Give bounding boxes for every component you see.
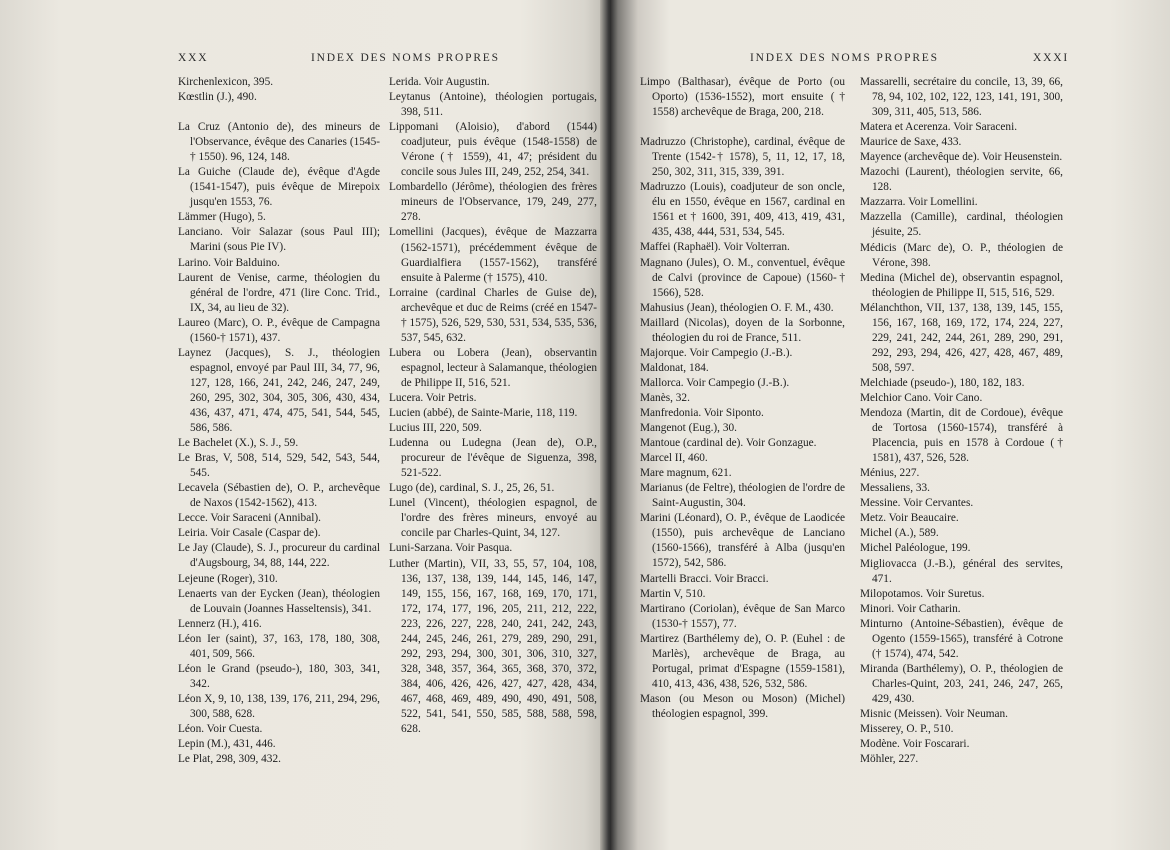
- index-entry: La Cruz (Antonio de), des mineurs de l'Observance, évêque des Canaries (1545-† 1550). 96, 124, 148.: [178, 121, 380, 164]
- index-entry: Milopotamos. Voir Suretus.: [860, 587, 985, 600]
- index-entry: Lecce. Voir Saraceni (Annibal).: [178, 512, 321, 525]
- index-entry: Mazzarra. Voir Lomellini.: [860, 196, 978, 209]
- index-entry: Martin V, 510.: [640, 587, 706, 600]
- index-entry: Léon. Voir Cuesta.: [178, 722, 263, 735]
- index-entry: Madruzzo (Christophe), cardinal, évêque de Trente (1542-† 1578), 5, 11, 12, 17, 18, 250, 302, 311, 315, 339, 391.: [640, 136, 845, 179]
- index-entry: Lejeune (Roger), 310.: [178, 572, 278, 585]
- index-entry: Messine. Voir Cervantes.: [860, 497, 974, 510]
- index-entry: Mazzella (Camille), cardinal, théologien jésuite, 25.: [860, 211, 1063, 239]
- index-entry: Lippomani (Aloisio), d'abord (1544) coadjuteur, puis évêque (1548-1558) de Vérone († 1559), 41, 47; président du concile sous Jules III, 249, 252, 254, 341.: [389, 121, 597, 179]
- index-entry: Larino. Voir Balduino.: [178, 256, 280, 269]
- index-entry: Kirchenlexicon, 395.: [178, 76, 274, 88]
- index-entry: Madruzzo (Louis), coadjuteur de son oncle, élu en 1550, évêque en 1567, cardinal en 1561 et † 1600, 391, 409, 413, 419, 431, 435, 438, 444, 531, 534, 545.: [640, 181, 845, 239]
- index-entry: Manfredonia. Voir Siponto.: [640, 406, 764, 419]
- index-entry: Migliovacca (J.-B.), général des servites, 471.: [860, 557, 1063, 585]
- index-entry: La Guiche (Claude de), évêque d'Agde (1541-1547), puis évêque de Mirepoix jusqu'en 1553, 76.: [178, 166, 380, 209]
- right-page: [610, 0, 1170, 850]
- index-entry: Lennerz (H.), 416.: [178, 617, 262, 630]
- index-entry: Leiria. Voir Casale (Caspar de).: [178, 527, 321, 540]
- index-entry: Luther (Martin), VII, 33, 55, 57, 104, 108, 136, 137, 138, 139, 144, 145, 146, 147, 149, 155, 156, 167, 168, 169, 170, 171, 172, 174, 177, 196, 205, 211, 212, 222, 223, 226, 227, 228, 240, 241, 242, 243, 244, 245, 246, 261, 279, 289, 290, 291, 292, 293, 294, 300, 301, 306, 310, 327, 328, 348, 357, 364, 365, 368, 370, 372, 384, 406, 426, 426, 427, 427, 428, 434, 467, 468, 469, 489, 490, 490, 491, 508, 522, 541, 541, 550, 585, 588, 588, 598, 628.: [389, 557, 597, 736]
- index-entry: Laureo (Marc), O. P., évêque de Campagna (1560-† 1571), 437.: [178, 316, 380, 344]
- index-entry: Lunel (Vincent), théologien espagnol, de l'ordre des frères mineurs, envoyé au concile par Charles-Quint, 34, 127.: [389, 497, 597, 540]
- index-entry: Marini (Léonard), O. P., évêque de Laodicée (1550), puis archevêque de Lanciano (1560-1566), transféré à Alba (jusqu'en 1572), 542, 586.: [640, 512, 845, 570]
- left-column-2: [389, 75, 597, 737]
- index-entry: Lerida. Voir Augustin.: [389, 76, 490, 88]
- index-entry: Maillard (Nicolas), doyen de la Sorbonne, théologien du roi de France, 511.: [640, 316, 845, 344]
- index-entry: Mallorca. Voir Campegio (J.-B.).: [640, 376, 790, 389]
- index-entry: Messaliens, 33.: [860, 482, 930, 495]
- running-title-left: INDEX DES NOMS PROPRES: [311, 52, 500, 64]
- index-entry: Matera et Acerenza. Voir Saraceni.: [860, 121, 1018, 134]
- index-entry: Mantoue (cardinal de). Voir Gonzague.: [640, 437, 817, 450]
- page-number-right: XXXI: [1033, 52, 1069, 64]
- index-entry: Laurent de Venise, carme, théologien du général de l'ordre, 471 (lire Conc. Trid., IX, 34, au lieu de 32).: [178, 271, 380, 314]
- index-entry: Lucera. Voir Petris.: [389, 391, 477, 404]
- index-entry: Lanciano. Voir Salazar (sous Paul III); Marini (sous Pie IV).: [178, 226, 380, 254]
- index-entry: Mangenot (Eug.), 30.: [640, 422, 737, 435]
- index-entry: Lubera ou Lobera (Jean), observantin espagnol, lecteur à Salamanque, théologien de Philippe II, 516, 521.: [389, 346, 597, 389]
- index-entry: Martirez (Barthélemy de), O. P. (Euhel : de Marlès), archevêque de Braga, au Portugal, primat d'Espagne (1559-1581), 410, 413, 436, 438, 526, 532, 586.: [640, 632, 845, 690]
- index-entry: Mayence (archevêque de). Voir Heusenstein.: [860, 151, 1063, 164]
- index-entry: Misnic (Meissen). Voir Neuman.: [860, 707, 1008, 720]
- index-entry: Le Bras, V, 508, 514, 529, 542, 543, 544, 545.: [178, 452, 380, 480]
- left-column-1: [178, 75, 380, 767]
- index-entry: Le Jay (Claude), S. J., procureur du cardinal d'Augsbourg, 34, 88, 144, 222.: [178, 542, 380, 570]
- index-entry: Mélanchthon, VII, 137, 138, 139, 145, 155, 156, 167, 168, 169, 172, 174, 224, 227, 229, 241, 242, 244, 261, 289, 290, 291, 292, 293, 294, 426, 427, 428, 467, 489, 508, 597.: [860, 301, 1063, 374]
- index-entry: Lombardello (Jérôme), théologien des frères mineurs de l'Observance, 179, 249, 277, 278.: [389, 181, 597, 224]
- index-entry: Le Bachelet (X.), S. J., 59.: [178, 437, 299, 450]
- index-entry: Maldonat, 184.: [640, 361, 709, 374]
- index-entry: Melchior Cano. Voir Cano.: [860, 391, 983, 404]
- page-number-left: XXX: [178, 52, 209, 64]
- index-entry: Maurice de Saxe, 433.: [860, 136, 962, 149]
- index-entry: Lomellini (Jacques), évêque de Mazzarra (1562-1571), précédemment évêque de Guardialfiera (1557-1562), transféré ensuite à Palerme († 1575), 410.: [389, 226, 597, 284]
- index-entry: Léon le Grand (pseudo-), 180, 303, 341, 342.: [178, 662, 380, 690]
- index-entry: Luni-Sarzana. Voir Pasqua.: [389, 542, 513, 555]
- running-title-right: INDEX DES NOMS PROPRES: [750, 52, 939, 64]
- index-entry: Modène. Voir Foscarari.: [860, 738, 970, 751]
- index-entry: Lucius III, 220, 509.: [389, 422, 482, 435]
- index-entry: Médicis (Marc de), O. P., théologien de Vérone, 398.: [860, 241, 1063, 269]
- index-entry: Lepin (M.), 431, 446.: [178, 738, 276, 751]
- index-entry: Marcel II, 460.: [640, 452, 708, 465]
- index-entry: Lämmer (Hugo), 5.: [178, 211, 266, 224]
- index-entry: Möhler, 227.: [860, 753, 919, 766]
- index-entry: Martirano (Coriolan), évêque de San Marco (1530-† 1557), 77.: [640, 602, 845, 630]
- index-entry: Mason (ou Meson ou Moson) (Michel) théologien espagnol, 399.: [640, 692, 845, 720]
- index-entry: Martelli Bracci. Voir Bracci.: [640, 572, 769, 585]
- index-entry: Kœstlin (J.), 490.: [178, 91, 257, 104]
- index-entry: Lorraine (cardinal Charles de Guise de), archevêque et duc de Reims (créé en 1547-† 1575), 526, 529, 530, 531, 534, 535, 536, 537, 545, 632.: [389, 286, 597, 344]
- index-entry: Magnano (Jules), O. M., conventuel, évêque de Calvi (province de Capoue) (1560-† 1566), 528.: [640, 256, 845, 299]
- index-entry: Metz. Voir Beaucaire.: [860, 512, 959, 525]
- index-entry: Lenaerts van der Eycken (Jean), théologien de Louvain (Joannes Hasseltensis), 341.: [178, 587, 380, 615]
- index-entry: Le Plat, 298, 309, 432.: [178, 753, 281, 766]
- index-entry: Léon X, 9, 10, 138, 139, 176, 211, 294, 296, 300, 588, 628.: [178, 692, 380, 720]
- index-entry: Michel (A.), 589.: [860, 527, 939, 540]
- index-entry: Laynez (Jacques), S. J., théologien espagnol, envoyé par Paul III, 34, 77, 96, 127, 128, 166, 241, 242, 246, 247, 249, 260, 295, 302, 304, 305, 306, 430, 434, 436, 437, 471, 474, 475, 541, 544, 545, 586, 586.: [178, 346, 380, 435]
- index-entry: Minori. Voir Catharin.: [860, 602, 961, 615]
- index-entry: Léon Ier (saint), 37, 163, 178, 180, 308, 401, 509, 566.: [178, 632, 380, 660]
- index-entry: Michel Paléologue, 199.: [860, 542, 971, 555]
- index-entry: Manès, 32.: [640, 391, 690, 404]
- index-entry: Miranda (Barthélemy), O. P., théologien de Charles-Quint, 203, 241, 246, 247, 265, 429, 430.: [860, 662, 1063, 705]
- index-entry: Maffei (Raphaël). Voir Volterran.: [640, 241, 790, 254]
- index-entry: Misserey, O. P., 510.: [860, 723, 954, 736]
- index-entry: Mahusius (Jean), théologien O. F. M., 430.: [640, 301, 834, 314]
- index-entry: Marianus (de Feltre), théologien de l'ordre de Saint-Augustin, 304.: [640, 482, 845, 510]
- index-entry: Leytanus (Antoine), théologien portugais, 398, 511.: [389, 91, 597, 119]
- index-entry: Mazochi (Laurent), théologien servite, 66, 128.: [860, 166, 1063, 194]
- index-entry: Minturno (Antoine-Sébastien), évêque de Ogento (1559-1565), transféré à Cotrone († 1574), 474, 542.: [860, 617, 1063, 660]
- index-entry: Ménius, 227.: [860, 467, 920, 480]
- right-column-1: [640, 75, 845, 722]
- index-entry: Limpo (Balthasar), évêque de Porto (ou Oporto) (1536-1552), mort ensuite († 1558) archevêque de Braga, 200, 218.: [640, 76, 845, 119]
- index-entry: Medina (Michel de), observantin espagnol, théologien de Philippe II, 515, 516, 529.: [860, 271, 1063, 299]
- index-entry: Majorque. Voir Campegio (J.-B.).: [640, 346, 793, 359]
- index-entry: Lugo (de), cardinal, S. J., 25, 26, 51.: [389, 482, 555, 495]
- index-entry: Mare magnum, 621.: [640, 467, 732, 480]
- index-entry: Melchiade (pseudo-), 180, 182, 183.: [860, 376, 1025, 389]
- index-entry: Mendoza (Martin, dit de Cordoue), évêque de Tortosa (1560-1574), transféré à Placencia, puis en 1578 à Cordoue († 1581), 437, 526, 528.: [860, 407, 1063, 465]
- index-entry: Lecavela (Sébastien de), O. P., archevêque de Naxos (1542-1562), 413.: [178, 482, 380, 510]
- index-entry: Massarelli, secrétaire du concile, 13, 39, 66, 78, 94, 102, 102, 122, 123, 141, 191, 300, 309, 311, 405, 513, 586.: [860, 76, 1063, 119]
- right-column-2: [860, 75, 1063, 767]
- index-entry: Lucien (abbé), de Sainte-Marie, 118, 119.: [389, 407, 578, 420]
- index-entry: Ludenna ou Ludegna (Jean de), O.P., procureur de l'évêque de Siguenza, 398, 521-522.: [389, 437, 597, 480]
